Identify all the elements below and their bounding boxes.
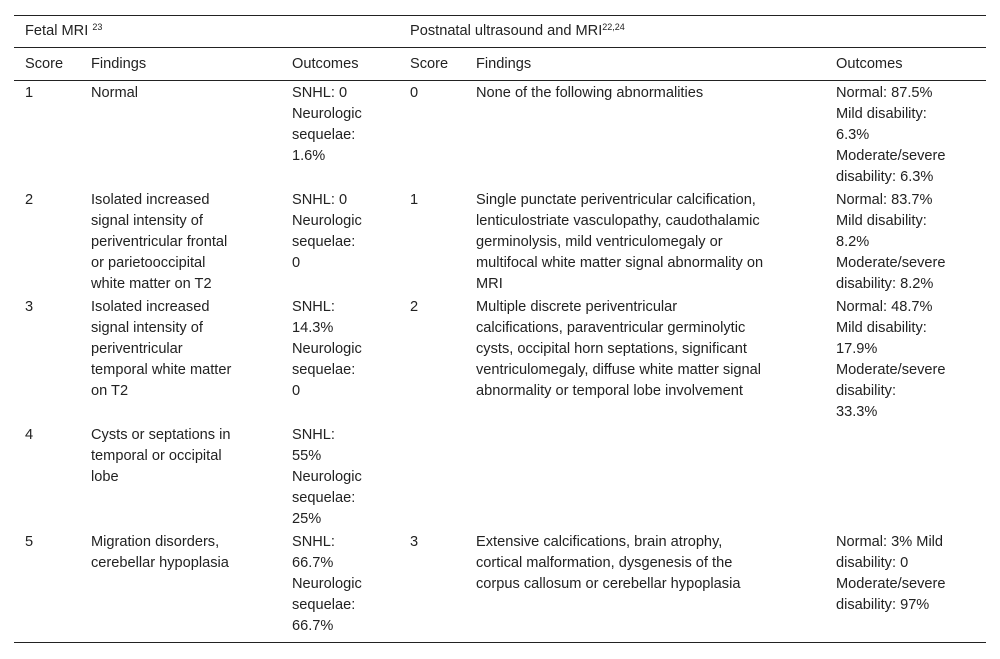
postnatal-outcomes bbox=[836, 83, 946, 188]
text-line: Neurologic bbox=[292, 106, 362, 122]
text-line: temporal white matter bbox=[91, 362, 232, 378]
text-line: signal intensity of bbox=[91, 320, 203, 336]
text-line: sequelae: bbox=[292, 490, 356, 506]
text-line: periventricular frontal bbox=[91, 234, 228, 250]
group-header-fetal-label: Fetal MRI bbox=[25, 23, 93, 39]
text-line: Extensive calcifications, brain atrophy, bbox=[476, 534, 723, 550]
text-line: sequelae: bbox=[292, 597, 356, 613]
fetal-findings bbox=[91, 297, 231, 402]
text-line: periventricular bbox=[91, 341, 183, 357]
group-header-postnatal bbox=[410, 21, 625, 42]
postnatal-outcomes bbox=[836, 532, 946, 616]
group-header-fetal bbox=[25, 21, 102, 42]
text-line: 17.9% bbox=[836, 341, 878, 357]
text-line: None of the following abnormalities bbox=[476, 85, 704, 101]
rule-bottom bbox=[14, 642, 986, 643]
text-line: Isolated increased bbox=[91, 299, 210, 315]
text-line: Neurologic bbox=[292, 469, 362, 485]
text-line: Moderate/severe bbox=[836, 576, 946, 592]
rule-top bbox=[14, 15, 986, 16]
col-header-fetal-outcomes: Outcomes bbox=[292, 56, 359, 72]
text-line: 14.3% bbox=[292, 320, 334, 336]
fetal-score: 2 bbox=[25, 192, 34, 208]
text-line: lenticulostriate vasculopathy, caudothalamic bbox=[476, 213, 760, 229]
text-line: Mild disability: bbox=[836, 106, 927, 122]
postnatal-score: 2 bbox=[410, 299, 419, 315]
text-line: 1.6% bbox=[292, 148, 326, 164]
text-line: cysts, occipital horn septations, significant bbox=[476, 341, 747, 357]
text-line: Cysts or septations in bbox=[91, 427, 231, 443]
text-line: disability: 0 bbox=[836, 555, 909, 571]
text-line: disability: 8.2% bbox=[836, 276, 934, 292]
text-line: Moderate/severe bbox=[836, 148, 946, 164]
text-line: 0 bbox=[292, 255, 301, 271]
fetal-outcomes bbox=[292, 297, 362, 402]
fetal-outcomes bbox=[292, 190, 362, 274]
postnatal-score: 1 bbox=[410, 192, 419, 208]
text-line: Mild disability: bbox=[836, 213, 927, 229]
text-line: or parietooccipital bbox=[91, 255, 206, 271]
text-line: SNHL: bbox=[292, 427, 335, 443]
fetal-score: 4 bbox=[25, 427, 34, 443]
fetal-outcomes bbox=[292, 532, 362, 637]
text-line: sequelae: bbox=[292, 362, 356, 378]
fetal-findings bbox=[91, 425, 231, 488]
group-header-fetal-ref: 23 bbox=[92, 22, 103, 32]
text-line: lobe bbox=[91, 469, 119, 485]
text-line: MRI bbox=[476, 276, 503, 292]
postnatal-findings bbox=[476, 297, 761, 402]
text-line: germinolysis, mild ventriculomegaly or bbox=[476, 234, 723, 250]
text-line: sequelae: bbox=[292, 127, 356, 143]
text-line: Normal bbox=[91, 85, 139, 101]
text-line: corpus callosum or cerebellar hypoplasia bbox=[476, 576, 741, 592]
text-line: disability: bbox=[836, 383, 897, 399]
text-line: Normal: 48.7% bbox=[836, 299, 933, 315]
text-line: Multiple discrete periventricular bbox=[476, 299, 678, 315]
text-line: Moderate/severe bbox=[836, 255, 946, 271]
fetal-score: 3 bbox=[25, 299, 34, 315]
postnatal-outcomes bbox=[836, 297, 946, 423]
text-line: white matter on T2 bbox=[91, 276, 212, 292]
rule-group-header bbox=[14, 47, 986, 48]
col-header-postnatal-score: Score bbox=[410, 56, 449, 72]
text-line: SNHL: 0 bbox=[292, 192, 348, 208]
text-line: Neurologic bbox=[292, 341, 362, 357]
postnatal-findings bbox=[476, 83, 703, 104]
group-header-postnatal-label: Postnatal ultrasound and MRI bbox=[410, 23, 603, 39]
postnatal-findings bbox=[476, 190, 763, 295]
rule-column-header bbox=[14, 80, 986, 81]
text-line: Migration disorders, bbox=[91, 534, 220, 550]
text-line: cerebellar hypoplasia bbox=[91, 555, 229, 571]
fetal-score: 5 bbox=[25, 534, 34, 550]
text-line: Neurologic bbox=[292, 213, 362, 229]
col-header-postnatal-outcomes: Outcomes bbox=[836, 56, 903, 72]
text-line: calcifications, paraventricular germinolytic bbox=[476, 320, 746, 336]
text-line: temporal or occipital bbox=[91, 448, 222, 464]
postnatal-score: 3 bbox=[410, 534, 419, 550]
text-line: Normal: 3% Mild bbox=[836, 534, 944, 550]
text-line: SNHL: bbox=[292, 534, 335, 550]
text-line: SNHL: bbox=[292, 299, 335, 315]
postnatal-findings bbox=[476, 532, 740, 595]
fetal-outcomes bbox=[292, 83, 362, 167]
text-line: 25% bbox=[292, 511, 322, 527]
text-line: 33.3% bbox=[836, 404, 878, 420]
col-header-fetal-score: Score bbox=[25, 56, 64, 72]
col-header-fetal-findings: Findings bbox=[91, 56, 147, 72]
text-line: Moderate/severe bbox=[836, 362, 946, 378]
fetal-findings bbox=[91, 83, 138, 104]
text-line: 66.7% bbox=[292, 618, 334, 634]
text-line: signal intensity of bbox=[91, 213, 203, 229]
text-line: on T2 bbox=[91, 383, 129, 399]
text-line: SNHL: 0 bbox=[292, 85, 348, 101]
col-header-postnatal-findings: Findings bbox=[476, 56, 532, 72]
postnatal-outcomes bbox=[836, 190, 946, 295]
fetal-outcomes bbox=[292, 425, 362, 530]
text-line: multifocal white matter signal abnormality on bbox=[476, 255, 764, 271]
text-line: 66.7% bbox=[292, 555, 334, 571]
fetal-findings bbox=[91, 532, 229, 574]
text-line: disability: 6.3% bbox=[836, 169, 934, 185]
postnatal-score: 0 bbox=[410, 85, 419, 101]
group-header-postnatal-ref: 22,24 bbox=[602, 22, 625, 32]
text-line: 6.3% bbox=[836, 127, 870, 143]
text-line: 8.2% bbox=[836, 234, 870, 250]
text-line: Mild disability: bbox=[836, 320, 927, 336]
text-line: cortical malformation, dysgenesis of the bbox=[476, 555, 733, 571]
text-line: Normal: 87.5% bbox=[836, 85, 933, 101]
text-line: disability: 97% bbox=[836, 597, 930, 613]
fetal-findings bbox=[91, 190, 227, 295]
text-line: Normal: 83.7% bbox=[836, 192, 933, 208]
text-line: Single punctate periventricular calcification, bbox=[476, 192, 756, 208]
text-line: ventriculomegaly, diffuse white matter signal bbox=[476, 362, 761, 378]
text-line: abnormality or temporal lobe involvement bbox=[476, 383, 743, 399]
text-line: 0 bbox=[292, 383, 301, 399]
text-line: sequelae: bbox=[292, 234, 356, 250]
text-line: Neurologic bbox=[292, 576, 362, 592]
text-line: 55% bbox=[292, 448, 322, 464]
fetal-score: 1 bbox=[25, 85, 34, 101]
text-line: Isolated increased bbox=[91, 192, 210, 208]
